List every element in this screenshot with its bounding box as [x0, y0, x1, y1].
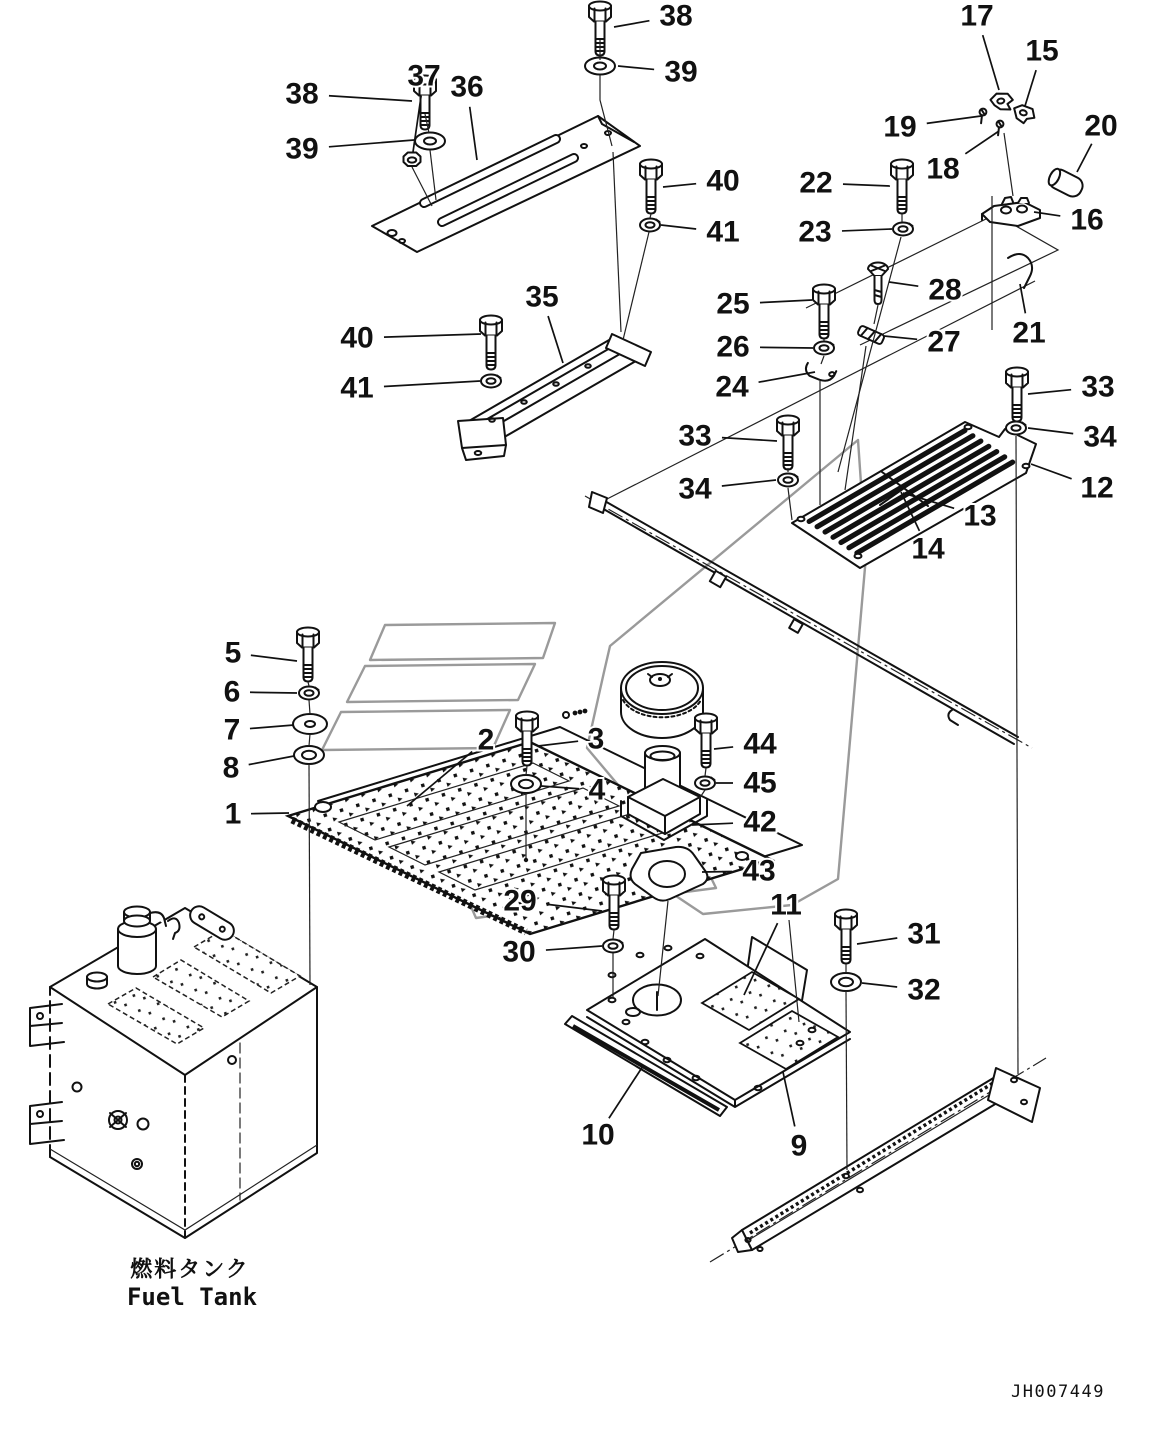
- callout-21: 21: [1012, 316, 1046, 350]
- bolt-40b: [480, 316, 502, 370]
- callout-37: 37: [407, 59, 441, 93]
- leader-1: [251, 813, 289, 814]
- callout-18: 18: [926, 152, 960, 186]
- washer-45: [695, 777, 715, 790]
- knob-20: [1046, 166, 1086, 199]
- tank-bracket-upper: [30, 1004, 64, 1046]
- washer-39b: [415, 133, 445, 150]
- washer-6: [299, 687, 319, 700]
- callout-13: 13: [963, 499, 997, 533]
- callout-7: 7: [223, 713, 241, 747]
- clamp-24: [805, 357, 838, 384]
- callout-12: 12: [1080, 471, 1114, 505]
- air-cleaner-drum: [621, 662, 703, 714]
- breather: [87, 973, 107, 989]
- callout-11: 11: [770, 888, 802, 922]
- leader-43: [702, 871, 732, 872]
- leader-44: [714, 747, 733, 749]
- leader-39: [329, 140, 414, 147]
- leader-24: [759, 372, 815, 382]
- callout-41: 41: [706, 215, 740, 249]
- leader-36: [470, 107, 477, 160]
- callout-24: 24: [715, 370, 749, 404]
- tank-bracket-lower: [30, 1102, 64, 1144]
- leader-34: [1028, 428, 1073, 434]
- callout-27: 27: [927, 325, 961, 359]
- callout-4: 4: [588, 773, 606, 807]
- leader-27: [884, 336, 917, 339]
- leader-9: [783, 1072, 795, 1126]
- callout-8: 8: [222, 751, 240, 785]
- callout-17: 17: [960, 0, 994, 33]
- callout-33: 33: [678, 419, 712, 453]
- washer-32: [831, 973, 861, 991]
- callout-2: 2: [477, 723, 495, 757]
- leader-8: [249, 756, 294, 765]
- callout-22: 22: [799, 166, 833, 200]
- callout-9: 9: [790, 1129, 808, 1163]
- leader-23: [842, 229, 892, 231]
- callout-3: 3: [587, 722, 605, 756]
- leader-39: [618, 66, 654, 69]
- screw-18: [992, 119, 1004, 135]
- washer-34a: [1006, 422, 1026, 435]
- callout-40: 40: [706, 164, 740, 198]
- leader-17: [983, 35, 999, 90]
- callout-1: 1: [224, 797, 242, 831]
- callout-43: 43: [742, 854, 776, 888]
- callout-36: 36: [450, 70, 484, 104]
- leader-12: [1031, 464, 1072, 479]
- leader-40: [663, 184, 696, 187]
- leader-15: [1025, 70, 1036, 106]
- clip-15: [1011, 103, 1037, 125]
- callout-41: 41: [340, 371, 374, 405]
- bolt-40a: [640, 160, 662, 214]
- washer-4: [511, 775, 541, 793]
- leader-18: [965, 131, 999, 154]
- tank-hook: [168, 918, 180, 939]
- fuel-tank-caption-en: Fuel Tank: [126, 1283, 258, 1311]
- nut-37: [404, 153, 421, 167]
- fuel-tank-caption-jp: 燃料タンク: [130, 1256, 250, 1282]
- floor-plate-9-group: [565, 937, 850, 1116]
- leader-20: [1077, 144, 1092, 172]
- floor-detail-mark: [563, 710, 586, 718]
- callout-42: 42: [743, 805, 777, 839]
- callout-35: 35: [525, 280, 559, 314]
- leader-38: [329, 96, 412, 101]
- leader-30: [546, 946, 602, 950]
- callout-33: 33: [1081, 370, 1115, 404]
- washer-7: [293, 714, 327, 734]
- leader-19: [927, 116, 981, 123]
- leader-40: [384, 334, 481, 337]
- washer-8: [294, 746, 324, 764]
- washer-41b: [481, 375, 501, 388]
- drawing-number: JH007449: [1011, 1382, 1105, 1402]
- leader-38: [614, 21, 649, 27]
- leader-33: [1028, 390, 1071, 394]
- callout-25: 25: [716, 287, 750, 321]
- leader-41: [384, 381, 480, 386]
- callout-39: 39: [664, 55, 698, 89]
- leader-35: [548, 316, 563, 363]
- callout-19: 19: [883, 110, 917, 144]
- washer-41a: [640, 219, 660, 232]
- bolt-44: [695, 714, 717, 768]
- pin-27: [857, 325, 885, 345]
- callout-40: 40: [340, 321, 374, 355]
- leader-34: [722, 480, 776, 486]
- callout-14: 14: [911, 532, 945, 566]
- callout-16: 16: [1070, 203, 1104, 237]
- leader-5: [251, 655, 297, 661]
- latch-assembly: [975, 91, 1085, 330]
- washer-39a: [585, 58, 615, 75]
- callout-38: 38: [285, 77, 319, 111]
- filler-neck: [118, 907, 166, 975]
- leader-31: [857, 938, 897, 944]
- callout-34: 34: [1083, 420, 1117, 454]
- screw-19: [975, 107, 987, 123]
- callout-31: 31: [907, 917, 941, 951]
- leader-26: [760, 347, 813, 348]
- callout-45: 45: [743, 766, 777, 800]
- bolt-33a: [1006, 368, 1028, 422]
- leader-6: [250, 692, 297, 693]
- callout-38: 38: [659, 0, 693, 33]
- tank-side-detail: [228, 1043, 240, 1200]
- washer-26: [814, 342, 834, 355]
- leader-10: [609, 1066, 643, 1118]
- callout-10: 10: [581, 1118, 615, 1152]
- leader-25: [760, 300, 812, 303]
- bolt-25: [813, 285, 835, 339]
- washer-34b: [778, 474, 798, 487]
- leader-22: [843, 184, 890, 186]
- leader-3: [538, 741, 578, 746]
- callout-5: 5: [224, 636, 242, 670]
- callout-32: 32: [907, 973, 941, 1007]
- callout-44: 44: [743, 727, 777, 761]
- slotted-plate-36: [372, 116, 640, 252]
- mat-plates: [288, 727, 802, 934]
- bolt-31: [835, 910, 857, 964]
- leader-32: [862, 983, 897, 987]
- leader-28: [889, 282, 918, 286]
- tank-front-fittings: [73, 1083, 149, 1170]
- callout-29: 29: [503, 884, 537, 918]
- callout-6: 6: [223, 675, 241, 709]
- callout-15: 15: [1025, 34, 1059, 68]
- callout-28: 28: [928, 273, 962, 307]
- spring-21: [1008, 254, 1032, 288]
- bolt-5: [297, 628, 319, 682]
- bolt-22: [891, 160, 913, 214]
- bolt-33b: [777, 416, 799, 470]
- leader-41: [661, 225, 696, 229]
- washer-30: [603, 940, 623, 953]
- callout-23: 23: [798, 215, 832, 249]
- leader-33: [722, 438, 777, 441]
- washer-23: [893, 223, 913, 236]
- callout-34: 34: [678, 472, 712, 506]
- leader-7: [250, 725, 294, 729]
- callout-30: 30: [502, 935, 536, 969]
- fuel-tank: [30, 903, 317, 1238]
- callout-26: 26: [716, 330, 750, 364]
- latch-16: [982, 197, 1040, 226]
- callout-20: 20: [1084, 109, 1118, 143]
- callout-39: 39: [285, 132, 319, 166]
- clip-17: [990, 91, 1015, 113]
